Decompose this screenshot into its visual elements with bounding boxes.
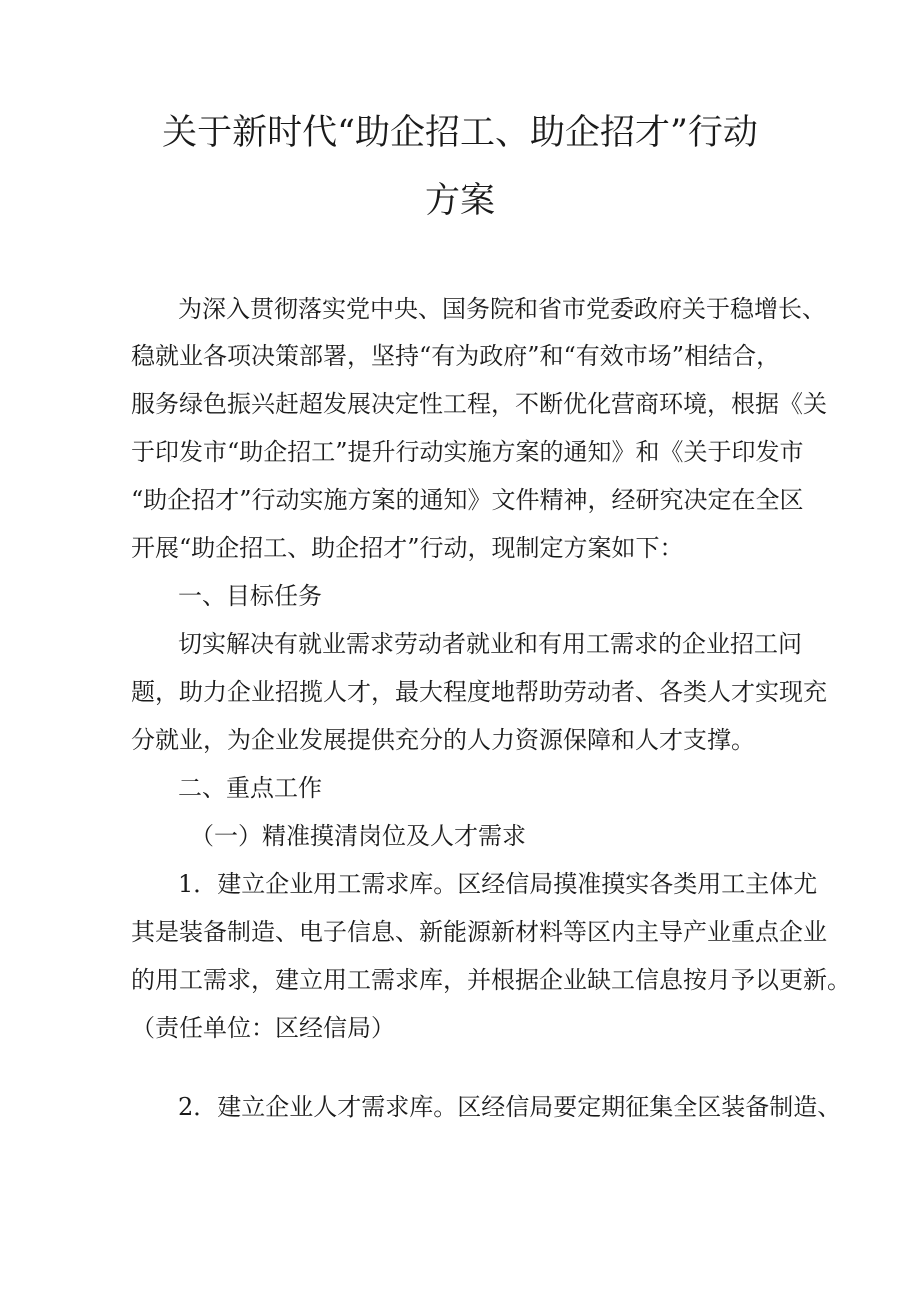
section-1-body-line: 题，助力企业招揽人才，最大程度地帮助劳动者、各类人才实现充: [131, 678, 827, 706]
section-1-heading: 一、目标任务: [178, 582, 322, 610]
intro-line: 服务绿色振兴赶超发展决定性工程，不断优化营商环境，根据《关: [131, 390, 827, 418]
intro-line: 于印发市“助企招工”提升行动实施方案的通知》和《关于印发市: [131, 438, 804, 466]
document-title-line-1: 关于新时代“助企招工、助企招才”行动: [162, 113, 758, 153]
section-1-body-line: 分就业，为企业发展提供充分的人力资源保障和人才支撑。: [131, 726, 755, 754]
item-1-line: 其是装备制造、电子信息、新能源新材料等区内主导产业重点企业: [131, 918, 827, 946]
document-title-line-2: 方案: [424, 181, 495, 221]
intro-line: 开展“助企招工、助企招才”行动，现制定方案如下：: [131, 534, 684, 562]
section-2-heading: 二、重点工作: [178, 774, 322, 802]
subsection-1-heading: （一）精准摸清岗位及人才需求: [190, 822, 526, 850]
intro-line: 为深入贯彻落实党中央、国务院和省市党委政府关于稳增长、: [178, 295, 826, 323]
intro-line: “助企招才”行动实施方案的通知》文件精神，经研究决定在全区: [131, 486, 804, 514]
item-2-line: 2．建立企业人才需求库。区经信局要定期征集全区装备制造、: [178, 1093, 842, 1121]
item-1-line: 1．建立企业用工需求库。区经信局摸准摸实各类用工主体尤: [178, 870, 818, 898]
section-1-body-line: 切实解决有就业需求劳动者就业和有用工需求的企业招工问: [178, 630, 802, 658]
item-1-line: 的用工需求，建立用工需求库，并根据企业缺工信息按月予以更新。: [131, 966, 851, 994]
intro-line: 稳就业各项决策部署，坚持“有为政府”和“有效市场”相结合，: [131, 342, 781, 370]
item-1-line: （责任单位：区经信局）: [131, 1014, 395, 1042]
